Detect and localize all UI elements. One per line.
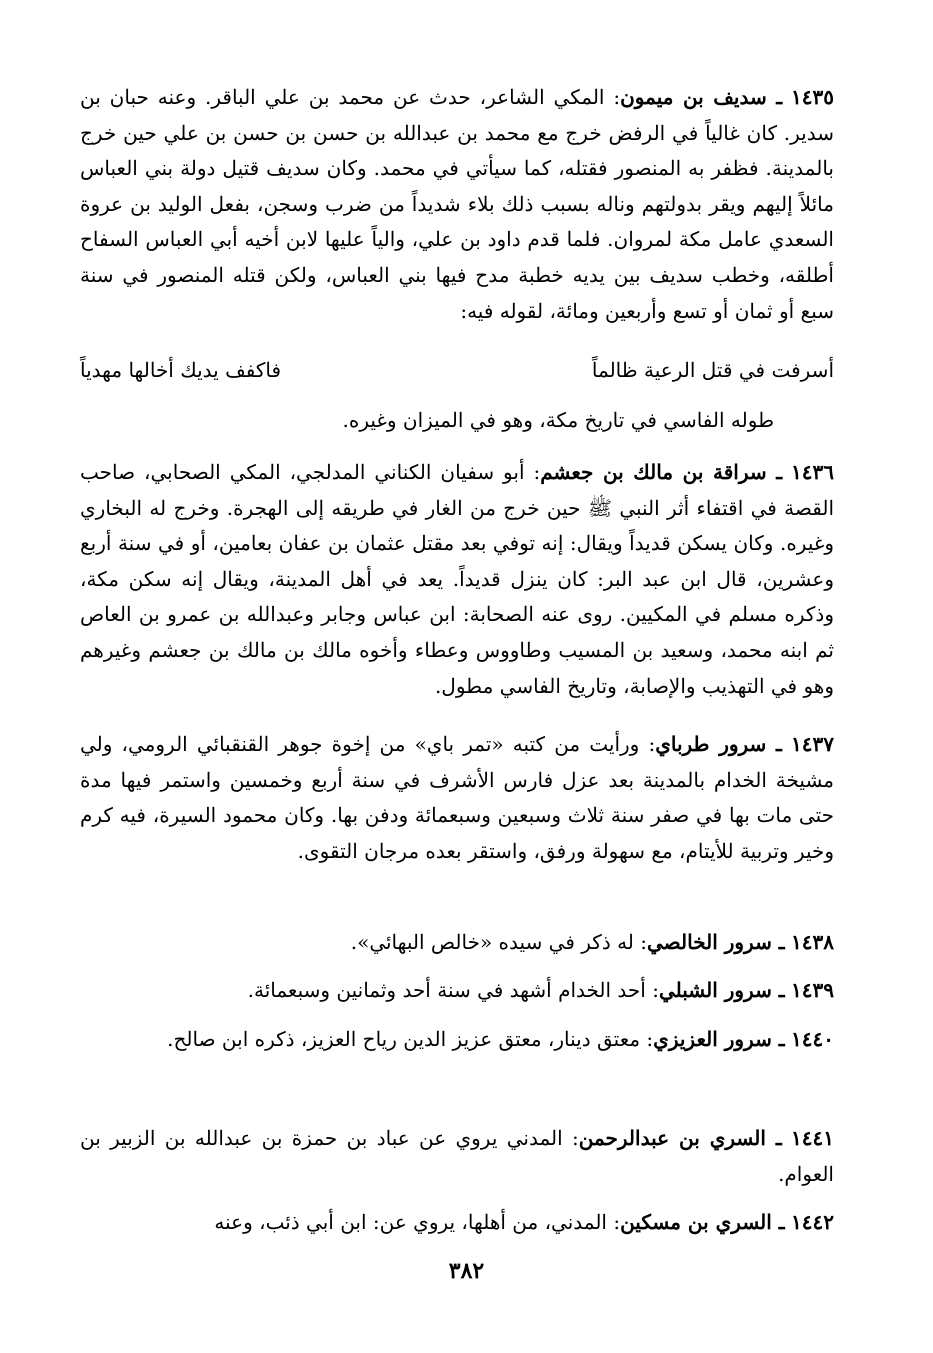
entry-1439 bbox=[80, 973, 834, 1009]
entry-1436 bbox=[80, 455, 834, 704]
entry-text: : معتق دينار، معتق عزيز الدين رياح العزيز، ذكره ابن صالح. bbox=[167, 1027, 654, 1051]
verse-note: طوله الفاسي في تاريخ مكة، وهو في الميزان وغيره. bbox=[342, 408, 774, 432]
entry-1435 bbox=[80, 80, 834, 329]
entry-paragraph: ١٤٣٦ ـ سراقة بن مالك بن جعشم: أبو سفيان الكناني المدلجي، المكي الصحابي، صاحب القصة في اقتفاء أثر النبي ﷺ حين خرج من الغار في طريقه إلى الهجرة. وخرج له البخاري وغيره. وكان يسكن قديداً ويقال: إنه توفي بعد مقتل عثمان بن عفان بعامين، أو في سنة أربع وعشرين، قال ابن عبد البر: كان ينزل قديداً. يعد في أهل المدينة، ويقال إنه سكن مكة، وذكره مسلم في المكيين. روى عنه الصحابة: ابن عباس وجابر وعبدالله بن عمرو بن العاص ثم ابنه محمد، وسعيد بن المسيب وطاووس وعطاء وأخوه مالك بن مالك بن جعشم وغيرهم وهو في التهذيب والإصابة، وتاريخ الفاسي مطول. bbox=[80, 460, 834, 698]
entry-text: : المدني، من أهلها، يروي عن: ابن أبي ذئب، وعنه bbox=[214, 1210, 621, 1234]
entry-number: ١٤٣٩ bbox=[791, 978, 834, 1002]
verse-second-hemistich: فاكفف يديك أخالها مهدياً bbox=[80, 358, 282, 382]
entry-name: سديف بن ميمون bbox=[620, 85, 767, 109]
entry-paragraph: ١٤٤٠ ـ سرور العزيزي: معتق دينار، معتق عزيز الدين رياح العزيز، ذكره ابن صالح. bbox=[167, 1027, 834, 1051]
entry-paragraph: ١٤٣٧ ـ سرور طرباي: ورأيت من كتبه «تمر باي» من إخوة جوهر القنقبائي الرومي، ولي مشيخة الخدام بالمدينة بعد عزل فارس الأشرف في سنة أربع وخمسين واستمر فيها مدة حتى مات بها في صفر سنة ثلاث وسبعين وسبعمائة ودفن بها. وكان محمود السيرة، فيه كرم وخير وتربية للأيتام، مع سهولة ورفق، واستقر بعده مرجان التقوى. bbox=[80, 732, 834, 863]
entry-number: ١٤٣٦ bbox=[791, 460, 834, 484]
entry-name: السري بن عبدالرحمن bbox=[578, 1126, 766, 1150]
verse-note-block bbox=[80, 403, 834, 439]
page-number: ٣٨٢ bbox=[448, 1258, 485, 1284]
entry-1442 bbox=[80, 1205, 834, 1241]
entry-paragraph: ١٤٣٥ ـ سديف بن ميمون: المكي الشاعر، حدث عن محمد بن علي الباقر. وعنه حبان بن سدير. كان غالياً في الرفض خرج مع محمد بن عبدالله بن حسن بن حسن بن علي حين خرج بالمدينة. فظفر به المنصور فقتله، كما سيأتي في محمد. وكان سديف قتيل دولة بني العباس مائلاً إليهم ويقر بدولتهم وناله بسبب ذلك بلاء شديداً من ضرب وسجن، بفعل الوليد بن عروة السعدي عامل مكة لمروان. فلما قدم داود بن علي، والياً عليها لابن أخيه أبي العباس السفاح أطلقه، وخطب سديف بين يديه خطبة مدح فيها بني العباس، ولكن قتله المنصور في سنة سبع أو ثمان أو تسع وأربعين ومائة، لقوله فيه: bbox=[80, 85, 834, 323]
verse-first-hemistich: أسرفت في قتل الرعية ظالماً bbox=[591, 358, 834, 382]
entry-name: سرور الشبلي bbox=[658, 978, 772, 1002]
entry-paragraph: ١٤٤١ ـ السري بن عبدالرحمن: المدني يروي عن عباد بن حمزة بن عبدالله بن الزبير بن العوام. bbox=[80, 1126, 835, 1186]
entry-number: ١٤٣٧ bbox=[791, 732, 834, 756]
entry-1438 bbox=[80, 925, 834, 961]
entry-paragraph: ١٤٤٢ ـ السري بن مسكين: المدني، من أهلها، يروي عن: ابن أبي ذئب، وعنه bbox=[214, 1210, 834, 1234]
entry-paragraph: ١٤٣٩ ـ سرور الشبلي: أحد الخدام أشهد في سنة أحد وثمانين وسبعمائة. bbox=[247, 978, 834, 1002]
entry-text: : له ذكر في سيده «خالص البهائي». bbox=[350, 930, 647, 954]
entry-1437 bbox=[80, 727, 834, 869]
entry-text: : المدني يروي عن عباد بن حمزة بن عبدالله بن الزبير بن العوام. bbox=[80, 1126, 834, 1186]
verse-line bbox=[80, 352, 834, 388]
entry-name: السري بن مسكين bbox=[620, 1210, 772, 1234]
entry-number: ١٤٤١ bbox=[791, 1126, 835, 1150]
entry-1441 bbox=[80, 1121, 834, 1192]
entry-name: سراقة بن مالك بن جعشم bbox=[540, 460, 767, 484]
entry-number: ١٤٣٨ bbox=[791, 930, 834, 954]
entry-text: : المكي الشاعر، حدث عن محمد بن علي الباقر. وعنه حبان بن سدير. كان غالياً في الرفض خرج مع محمد بن عبدالله بن حسن بن حسن بن علي حين خرج بالمدينة. فظفر به المنصور فقتله، كما سيأتي في محمد. وكان سديف قتيل دولة بني العباس مائلاً إليهم ويقر بدولتهم وناله بسبب ذلك بلاء شديداً من ضرب وسجن، بفعل الوليد بن عروة السعدي عامل مكة لمروان. فلما قدم داود بن علي، والياً عليها لابن أخيه أبي العباس السفاح أطلقه، وخطب سديف بين يديه خطبة مدح فيها بني العباس، ولكن قتله المنصور في سنة سبع أو ثمان أو تسع وأربعين ومائة، لقوله فيه: bbox=[80, 85, 834, 323]
entry-paragraph: ١٤٣٨ ـ سرور الخالصي: له ذكر في سيده «خالص البهائي». bbox=[350, 930, 834, 954]
entry-text: : أحد الخدام أشهد في سنة أحد وثمانين وسبعمائة. bbox=[247, 978, 659, 1002]
entry-text: : أبو سفيان الكناني المدلجي، المكي الصحابي، صاحب القصة في اقتفاء أثر النبي ﷺ حين خرج من الغار في طريقه إلى الهجرة. وخرج له البخاري وغيره. وكان يسكن قديداً ويقال: إنه توفي بعد مقتل عثمان بن عفان بعامين، أو في سنة أربع وعشرين، قال ابن عبد البر: كان ينزل قديداً. يعد في أهل المدينة، ويقال إنه سكن مكة، وذكره مسلم في المكيين. روى عنه الصحابة: ابن عباس وجابر وعبدالله بن عمرو بن العاص ثم ابنه محمد، وسعيد بن المسيب وطاووس وعطاء وأخوه مالك بن مالك بن جعشم وغيرهم وهو في التهذيب والإصابة، وتاريخ الفاسي مطول. bbox=[80, 460, 834, 698]
entry-name: سرور الخالصي bbox=[647, 930, 772, 954]
entry-text: : ورأيت من كتبه «تمر باي» من إخوة جوهر القنقبائي الرومي، ولي مشيخة الخدام بالمدينة بعد عزل فارس الأشرف في سنة أربع وخمسين واستمر فيها مدة حتى مات بها في صفر سنة ثلاث وسبعين وسبعمائة ودفن بها. وكان محمود السيرة، فيه كرم وخير وتربية للأيتام، مع سهولة ورفق، واستقر بعده مرجان التقوى. bbox=[80, 732, 834, 863]
entry-number: ١٤٤٠ bbox=[791, 1027, 834, 1051]
entry-name: سرور طرباي bbox=[655, 732, 767, 756]
entry-1440 bbox=[80, 1022, 834, 1058]
entry-number: ١٤٣٥ bbox=[791, 85, 834, 109]
entry-name: سرور العزيزي bbox=[653, 1027, 772, 1051]
entry-number: ١٤٤٢ bbox=[791, 1210, 834, 1234]
